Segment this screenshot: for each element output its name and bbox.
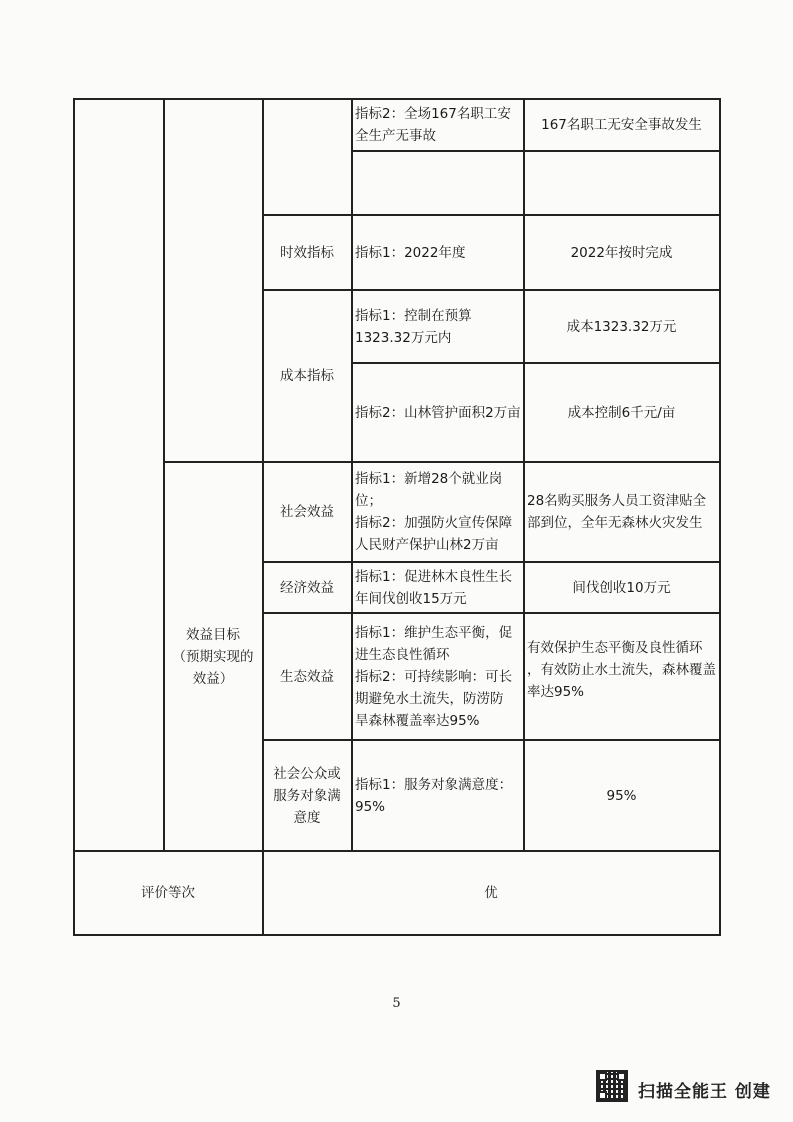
value-cell-satisfaction: 95% (606, 787, 637, 804)
category-cell-cost: 成本指标 (280, 368, 334, 384)
rating-label-cell: 评价等次 (141, 885, 195, 901)
value-cell-cost-2: 成本控制6千元/亩 (567, 404, 676, 421)
indicator-cell-economic: 指标1：促进林木良性生长 年间伐创收15万元 (355, 568, 513, 607)
category-cell-economic: 经济效益 (280, 579, 334, 596)
indicator-cell-social: 指标1：新增28个就业岗 位； 指标2：加强防火宣传保障 人民财产保护山林2万亩 (355, 471, 513, 553)
rule (719, 98, 721, 936)
value-cell-timeliness: 2022年按时完成 (570, 244, 673, 261)
qr-finder-pattern (598, 1091, 607, 1100)
category-cell-satisfaction: 社会公众或 服务对象满 意度 (273, 765, 341, 826)
indicator-cell-cost-1: 指标1：控制在预算 1323.32万元内 (355, 307, 472, 346)
value-cell-economic: 间伐创收10万元 (572, 579, 671, 596)
rule (73, 98, 75, 936)
qr-finder-pattern (617, 1072, 626, 1081)
indicator-cell-safety: 指标2：全场167名职工安 全生产无事故 (355, 106, 511, 144)
page-number: 5 (392, 996, 401, 1011)
group-cell-benefit: 效益目标 （预期实现的 效益） (172, 626, 254, 687)
indicator-cell-cost-2: 指标2：山林管护面积2万亩 (355, 404, 521, 421)
indicator-cell-ecological: 指标1：维护生态平衡，促 进生态良性循环 指标2：可持续影响：可长 期避免水土流失，防涝防 旱森林覆盖率达95% (355, 624, 513, 729)
qr-code-icon (596, 1070, 628, 1102)
category-cell-social: 社会效益 (280, 504, 334, 520)
category-cell-ecological: 生态效益 (280, 668, 334, 685)
indicator-cell-timeliness: 指标1：2022年度 (355, 244, 466, 261)
rating-value-cell: 优 (484, 885, 498, 901)
value-cell-social: 28名购买服务人员工资津贴全 部到位，全年无森林火灾发生 (527, 493, 707, 531)
category-cell-timeliness: 时效指标 (280, 244, 334, 261)
value-cell-ecological: 有效保护生态平衡及良性循环 ，有效防止水土流失，森林覆盖 率达95% (527, 640, 716, 700)
qr-finder-pattern (598, 1072, 607, 1081)
value-cell-cost-1: 成本1323.32万元 (566, 318, 677, 335)
value-cell-safety: 167名职工无安全事故发生 (541, 117, 702, 133)
scanner-watermark: 扫描全能王 创建 (638, 1082, 771, 1102)
indicator-cell-satisfaction: 指标1：服务对象满意度： 95% (355, 776, 513, 815)
